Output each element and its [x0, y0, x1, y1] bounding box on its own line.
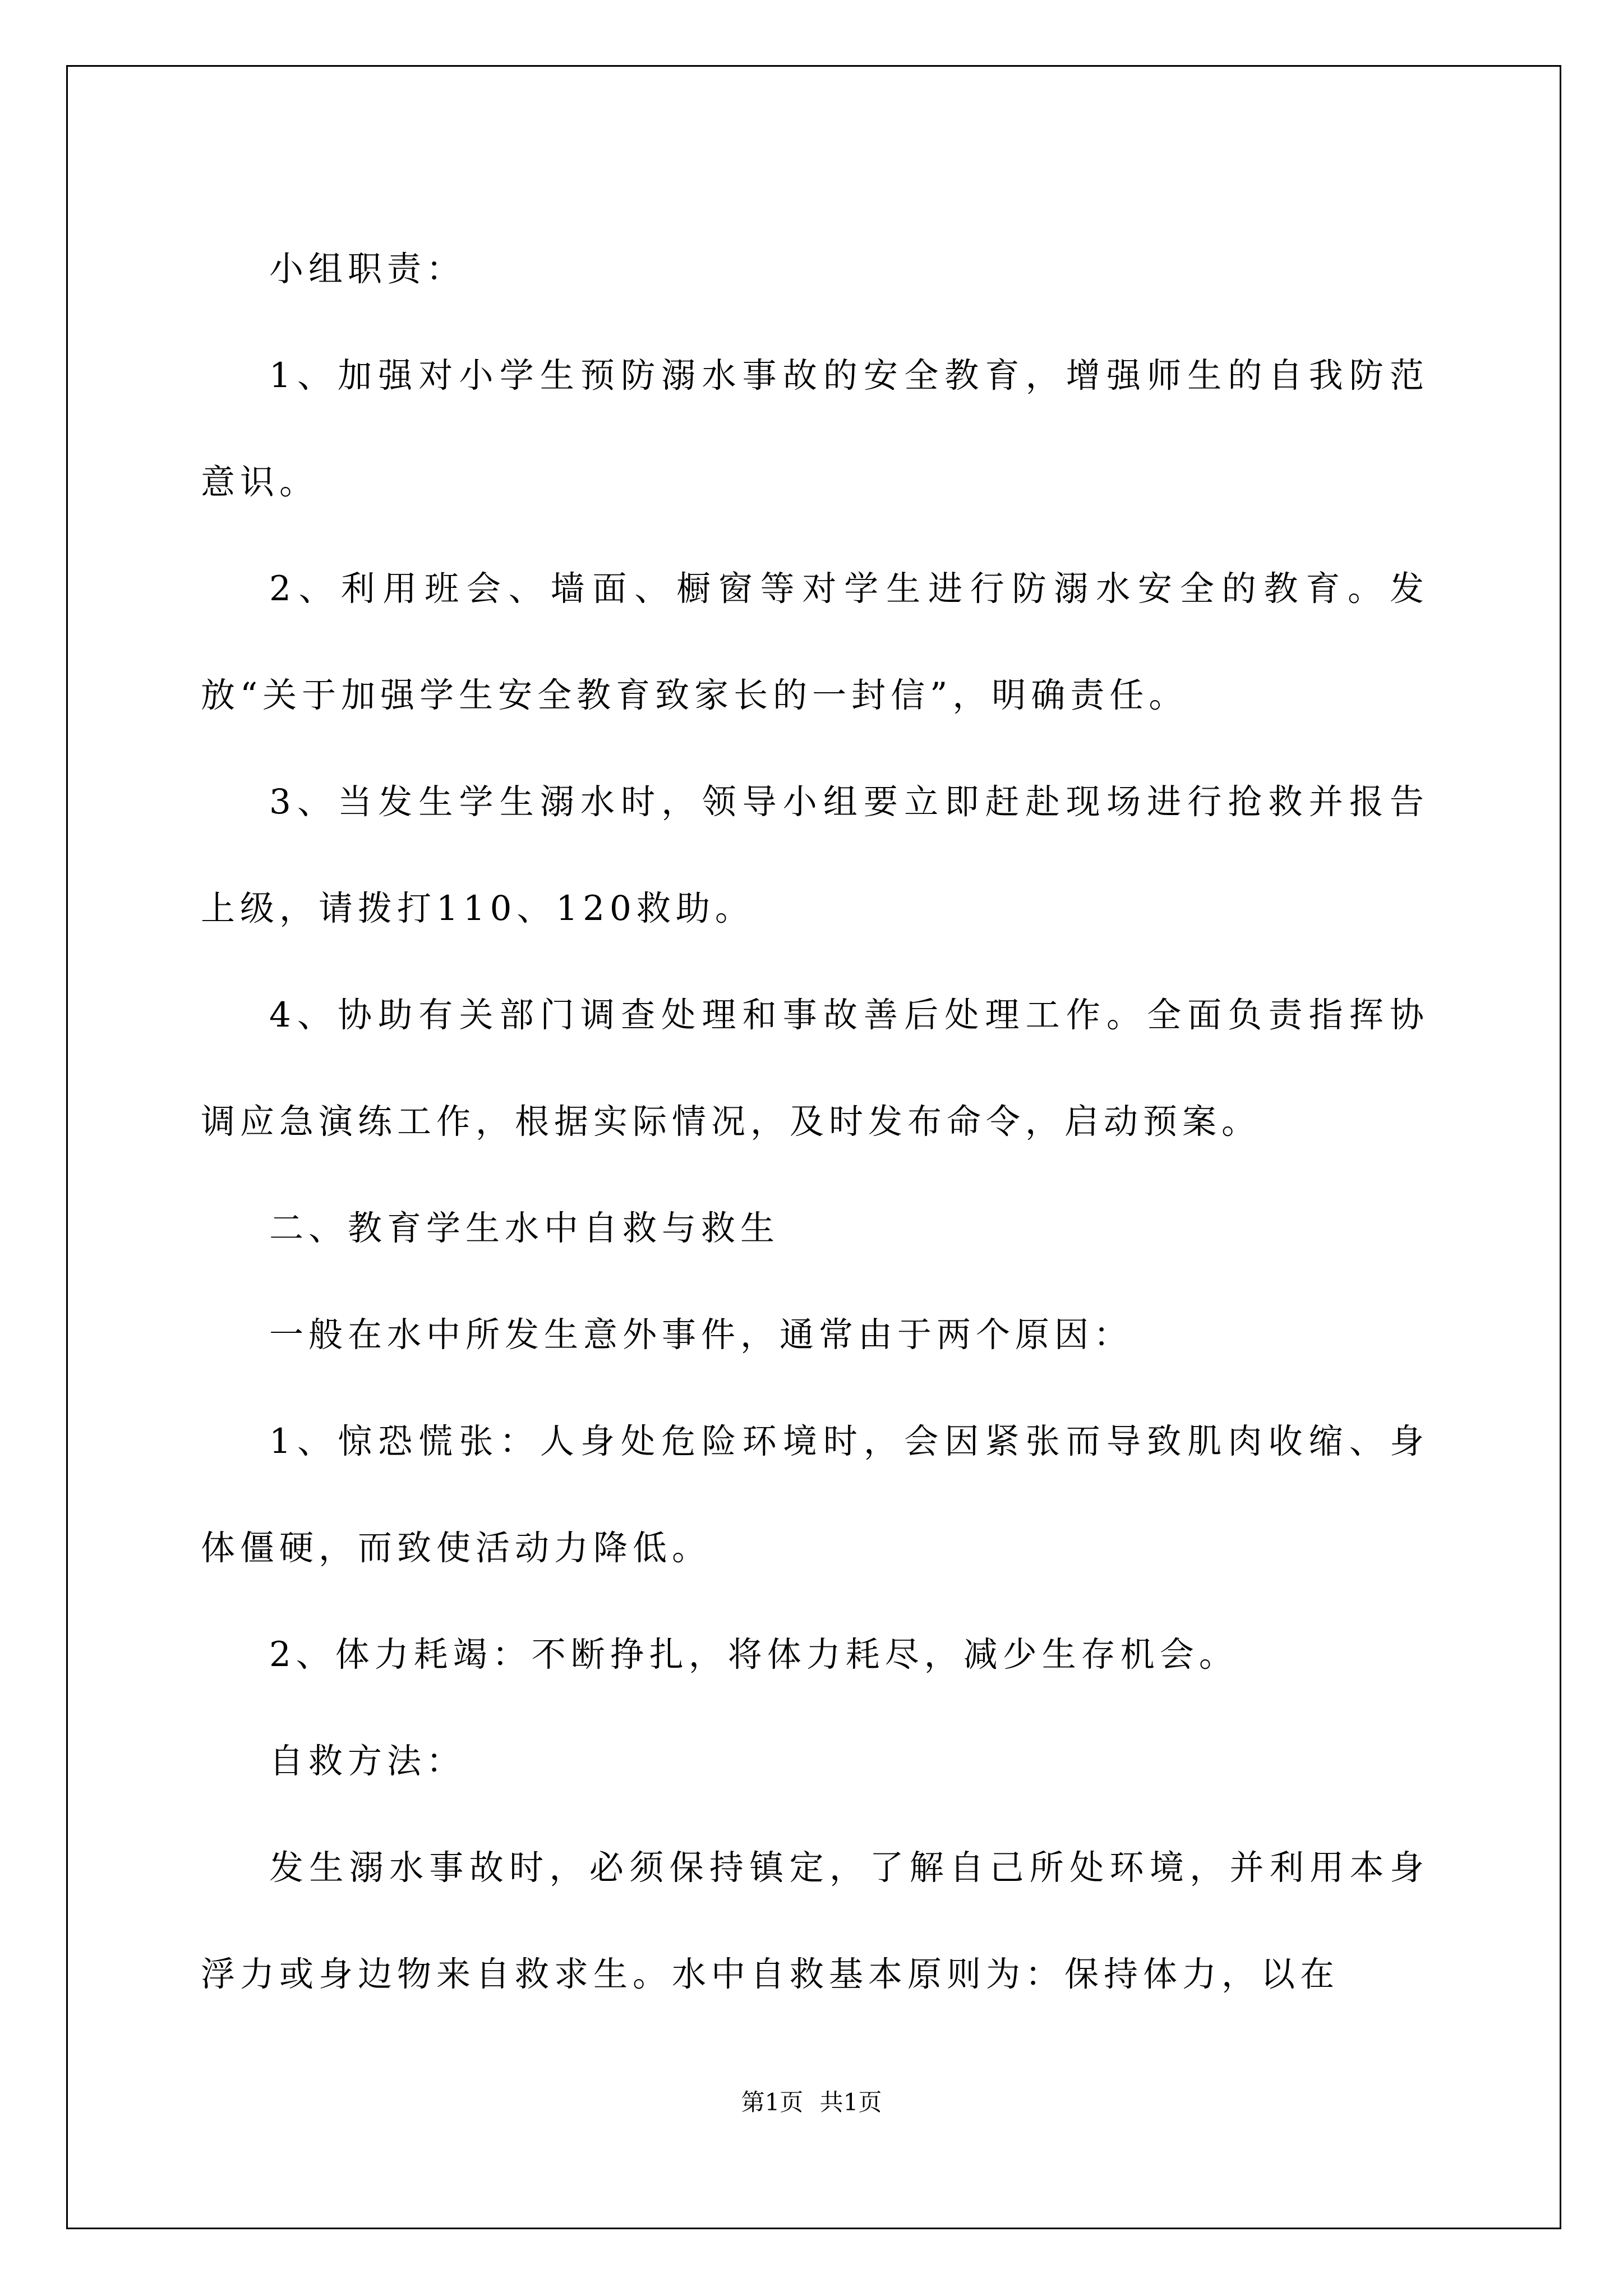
- section-heading-self-rescue: 二、教育学生水中自救与救生: [269, 1208, 780, 1248]
- paragraph-group-duties-heading: 小组职责：: [269, 249, 466, 289]
- paragraph-methods-heading: 自救方法：: [269, 1741, 466, 1781]
- page-footer: [0, 2086, 1623, 2119]
- paragraph-cause-2: 2、体力耗竭：不断挣扎，将体力耗尽，减少生存机会。: [269, 1635, 1238, 1674]
- page-number-total: 共1页: [819, 2088, 882, 2116]
- page-number-current: 第1页: [741, 2088, 804, 2116]
- paragraph-methods-body: 发生溺水事故时，必须保持镇定，了解自己所处环境，并利用本身浮力或身边物来自救求生。水中自救基本原则为：保持体力，以在: [201, 1848, 1429, 1994]
- paragraph-duty-1: 1、加强对小学生预防溺水事故的安全教育，增强师生的自我防范意识。: [201, 356, 1429, 502]
- paragraph-duty-3: 3、当发生学生溺水时，领导小组要立即赶赴现场进行抢救并报告上级，请拨打110、120救助。: [201, 782, 1429, 928]
- paragraph-duty-4: 4、协助有关部门调查处理和事故善后处理工作。全面负责指挥协调应急演练工作，根据实际情况，及时发布命令，启动预案。: [201, 995, 1429, 1142]
- document-body: [201, 216, 1429, 2028]
- paragraph-cause-1: 1、惊恐慌张：人身处危险环境时，会因紧张而导致肌肉收缩、身体僵硬，而致使活动力降低。: [201, 1421, 1429, 1568]
- paragraph-duty-2: 2、利用班会、墙面、橱窗等对学生进行防溺水安全的教育。发放“关于加强学生安全教育致家长的一封信”，明确责任。: [201, 569, 1429, 715]
- paragraph-causes-intro: 一般在水中所发生意外事件，通常由于两个原因：: [269, 1315, 1133, 1355]
